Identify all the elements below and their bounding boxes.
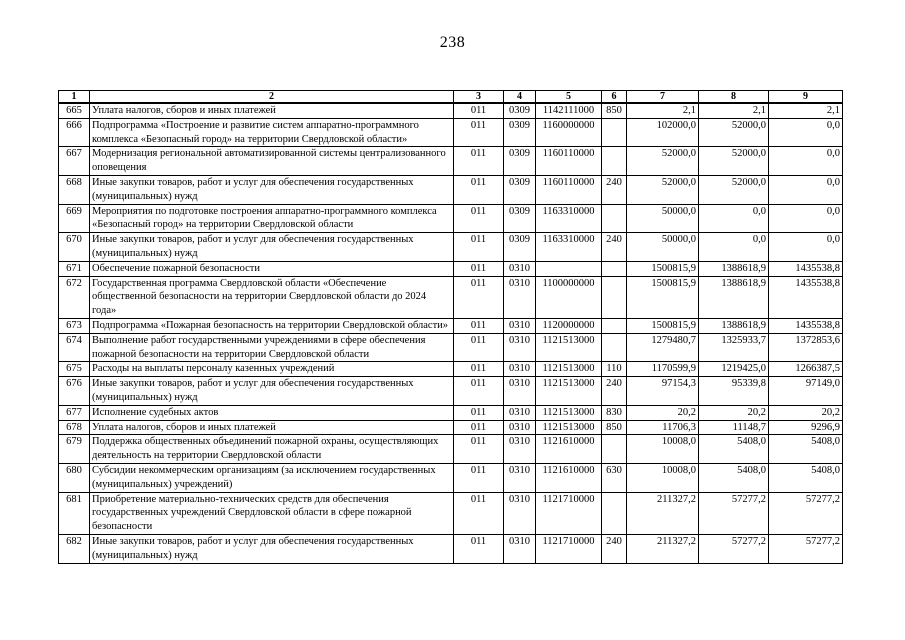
table-row xyxy=(59,362,843,377)
row-target-code: 1160110000 xyxy=(536,175,602,204)
table-row xyxy=(59,377,843,406)
row-expense-type xyxy=(602,147,627,176)
row-expense-type: 830 xyxy=(602,405,627,420)
row-ministry-code: 011 xyxy=(454,175,504,204)
row-amount-year-2: 2,1 xyxy=(699,103,769,118)
table-row xyxy=(59,420,843,435)
column-header-8: 8 xyxy=(699,91,769,104)
row-section-code: 0310 xyxy=(504,463,536,492)
row-amount-year-3: 97149,0 xyxy=(769,377,843,406)
row-amount-year-3: 0,0 xyxy=(769,175,843,204)
column-header-3: 3 xyxy=(454,91,504,104)
row-amount-year-1: 97154,3 xyxy=(627,377,699,406)
row-expense-type: 240 xyxy=(602,233,627,262)
row-target-code: 1121513000 xyxy=(536,377,602,406)
row-amount-year-1: 50000,0 xyxy=(627,204,699,233)
row-name: Иные закупки товаров, работ и услуг для обеспечения государственных (муниципальных) нужд xyxy=(90,233,454,262)
row-section-code: 0309 xyxy=(504,118,536,147)
row-amount-year-3: 1266387,5 xyxy=(769,362,843,377)
row-amount-year-2: 57277,2 xyxy=(699,492,769,534)
row-number: 669 xyxy=(59,204,90,233)
row-amount-year-2: 1388618,9 xyxy=(699,276,769,318)
row-name: Выполнение работ государственными учреждениями в сфере обеспечения пожарной безопасности на территории Свердловской области xyxy=(90,333,454,362)
row-amount-year-3: 5408,0 xyxy=(769,435,843,464)
row-target-code: 1121513000 xyxy=(536,333,602,362)
page-number: 238 xyxy=(439,34,466,51)
row-ministry-code: 011 xyxy=(454,147,504,176)
table-row xyxy=(59,261,843,276)
table-row xyxy=(59,276,843,318)
row-amount-year-1: 20,2 xyxy=(627,405,699,420)
row-target-code: 1121710000 xyxy=(536,492,602,534)
column-header-6: 6 xyxy=(602,91,627,104)
column-header-7: 7 xyxy=(627,91,699,104)
table-row xyxy=(59,147,843,176)
row-amount-year-2: 1325933,7 xyxy=(699,333,769,362)
row-expense-type: 630 xyxy=(602,463,627,492)
column-header-1: 1 xyxy=(59,91,90,104)
row-name: Модернизация региональной автоматизированной системы централизованного оповещения xyxy=(90,147,454,176)
table-row xyxy=(59,333,843,362)
row-name: Иные закупки товаров, работ и услуг для обеспечения государственных (муниципальных) нужд xyxy=(90,377,454,406)
row-name: Иные закупки товаров, работ и услуг для обеспечения государственных (муниципальных) нужд xyxy=(90,175,454,204)
table-row xyxy=(59,463,843,492)
row-amount-year-2: 1388618,9 xyxy=(699,318,769,333)
row-name: Подпрограмма «Пожарная безопасность на территории Свердловской области» xyxy=(90,318,454,333)
row-amount-year-3: 0,0 xyxy=(769,233,843,262)
row-target-code: 1163310000 xyxy=(536,233,602,262)
row-section-code: 0309 xyxy=(504,147,536,176)
row-number: 671 xyxy=(59,261,90,276)
row-amount-year-2: 5408,0 xyxy=(699,435,769,464)
row-amount-year-2: 57277,2 xyxy=(699,534,769,563)
row-ministry-code: 011 xyxy=(454,435,504,464)
row-amount-year-2: 20,2 xyxy=(699,405,769,420)
table-body xyxy=(59,103,843,563)
row-amount-year-3: 0,0 xyxy=(769,118,843,147)
row-amount-year-2: 52000,0 xyxy=(699,147,769,176)
row-target-code: 1121610000 xyxy=(536,435,602,464)
row-amount-year-1: 1500815,9 xyxy=(627,276,699,318)
row-target-code: 1142111000 xyxy=(536,103,602,118)
row-amount-year-1: 211327,2 xyxy=(627,492,699,534)
row-target-code: 1121513000 xyxy=(536,420,602,435)
row-amount-year-3: 1435538,8 xyxy=(769,276,843,318)
row-ministry-code: 011 xyxy=(454,103,504,118)
row-section-code: 0309 xyxy=(504,204,536,233)
row-amount-year-2: 11148,7 xyxy=(699,420,769,435)
row-expense-type: 240 xyxy=(602,175,627,204)
table-row xyxy=(59,175,843,204)
row-expense-type: 850 xyxy=(602,420,627,435)
column-header-9: 9 xyxy=(769,91,843,104)
table-row xyxy=(59,405,843,420)
column-header-4: 4 xyxy=(504,91,536,104)
row-expense-type: 850 xyxy=(602,103,627,118)
row-amount-year-3: 0,0 xyxy=(769,204,843,233)
row-number: 676 xyxy=(59,377,90,406)
table-row xyxy=(59,103,843,118)
row-ministry-code: 011 xyxy=(454,118,504,147)
row-name: Субсидии некоммерческим организациям (за исключением государственных (муниципальных) учреждений) xyxy=(90,463,454,492)
row-number: 670 xyxy=(59,233,90,262)
row-number: 679 xyxy=(59,435,90,464)
row-amount-year-2: 5408,0 xyxy=(699,463,769,492)
row-amount-year-3: 0,0 xyxy=(769,147,843,176)
row-ministry-code: 011 xyxy=(454,333,504,362)
row-number: 680 xyxy=(59,463,90,492)
row-number: 677 xyxy=(59,405,90,420)
row-target-code: 1160110000 xyxy=(536,147,602,176)
row-section-code: 0310 xyxy=(504,333,536,362)
row-target-code xyxy=(536,261,602,276)
row-section-code: 0310 xyxy=(504,534,536,563)
row-amount-year-1: 102000,0 xyxy=(627,118,699,147)
table-header xyxy=(59,91,843,104)
table-row xyxy=(59,233,843,262)
row-amount-year-3: 57277,2 xyxy=(769,534,843,563)
row-amount-year-1: 1279480,7 xyxy=(627,333,699,362)
row-target-code: 1121710000 xyxy=(536,534,602,563)
row-section-code: 0310 xyxy=(504,420,536,435)
row-number: 673 xyxy=(59,318,90,333)
row-expense-type xyxy=(602,492,627,534)
row-target-code: 1121610000 xyxy=(536,463,602,492)
row-target-code: 1100000000 xyxy=(536,276,602,318)
row-number: 667 xyxy=(59,147,90,176)
row-amount-year-3: 1435538,8 xyxy=(769,261,843,276)
row-section-code: 0310 xyxy=(504,435,536,464)
row-number: 682 xyxy=(59,534,90,563)
row-name: Поддержка общественных объединений пожарной охраны, осуществляющих деятельность на территории Свердловской области xyxy=(90,435,454,464)
row-number: 674 xyxy=(59,333,90,362)
row-name: Государственная программа Свердловской области «Обеспечение общественной безопасности на территории Свердловской области до 2024 года» xyxy=(90,276,454,318)
row-ministry-code: 011 xyxy=(454,362,504,377)
row-section-code: 0309 xyxy=(504,175,536,204)
budget-table xyxy=(58,90,843,564)
row-section-code: 0309 xyxy=(504,233,536,262)
row-amount-year-2: 52000,0 xyxy=(699,175,769,204)
row-amount-year-1: 1170599,9 xyxy=(627,362,699,377)
row-amount-year-3: 9296,9 xyxy=(769,420,843,435)
row-number: 681 xyxy=(59,492,90,534)
column-header-5: 5 xyxy=(536,91,602,104)
row-expense-type xyxy=(602,435,627,464)
row-amount-year-3: 1372853,6 xyxy=(769,333,843,362)
row-ministry-code: 011 xyxy=(454,463,504,492)
row-ministry-code: 011 xyxy=(454,405,504,420)
table-row xyxy=(59,118,843,147)
row-number: 672 xyxy=(59,276,90,318)
column-header-2: 2 xyxy=(90,91,454,104)
row-amount-year-1: 1500815,9 xyxy=(627,318,699,333)
row-ministry-code: 011 xyxy=(454,261,504,276)
row-amount-year-1: 11706,3 xyxy=(627,420,699,435)
row-ministry-code: 011 xyxy=(454,276,504,318)
row-expense-type xyxy=(602,261,627,276)
row-amount-year-2: 0,0 xyxy=(699,204,769,233)
row-target-code: 1160000000 xyxy=(536,118,602,147)
row-number: 675 xyxy=(59,362,90,377)
row-amount-year-2: 1219425,0 xyxy=(699,362,769,377)
row-ministry-code: 011 xyxy=(454,492,504,534)
row-amount-year-3: 2,1 xyxy=(769,103,843,118)
row-ministry-code: 011 xyxy=(454,534,504,563)
row-amount-year-1: 211327,2 xyxy=(627,534,699,563)
row-target-code: 1121513000 xyxy=(536,405,602,420)
row-amount-year-1: 2,1 xyxy=(627,103,699,118)
row-amount-year-1: 52000,0 xyxy=(627,147,699,176)
row-amount-year-2: 95339,8 xyxy=(699,377,769,406)
row-ministry-code: 011 xyxy=(454,204,504,233)
table-row xyxy=(59,435,843,464)
row-expense-type xyxy=(602,318,627,333)
row-amount-year-3: 5408,0 xyxy=(769,463,843,492)
row-number: 668 xyxy=(59,175,90,204)
row-expense-type xyxy=(602,118,627,147)
row-amount-year-1: 50000,0 xyxy=(627,233,699,262)
row-amount-year-2: 52000,0 xyxy=(699,118,769,147)
row-amount-year-3: 57277,2 xyxy=(769,492,843,534)
row-name: Уплата налогов, сборов и иных платежей xyxy=(90,420,454,435)
row-amount-year-1: 10008,0 xyxy=(627,435,699,464)
row-section-code: 0310 xyxy=(504,492,536,534)
row-amount-year-1: 10008,0 xyxy=(627,463,699,492)
table-row xyxy=(59,318,843,333)
row-section-code: 0310 xyxy=(504,318,536,333)
row-number: 666 xyxy=(59,118,90,147)
row-name: Исполнение судебных актов xyxy=(90,405,454,420)
row-section-code: 0310 xyxy=(504,276,536,318)
row-name: Иные закупки товаров, работ и услуг для обеспечения государственных (муниципальных) нужд xyxy=(90,534,454,563)
row-section-code: 0309 xyxy=(504,103,536,118)
row-section-code: 0310 xyxy=(504,362,536,377)
row-name: Приобретение материально-технических средств для обеспечения государственных учреждений Свердловской области в сфере пожарной безопасности xyxy=(90,492,454,534)
row-ministry-code: 011 xyxy=(454,377,504,406)
row-number: 665 xyxy=(59,103,90,118)
table-row xyxy=(59,534,843,563)
row-expense-type xyxy=(602,276,627,318)
row-name: Подпрограмма «Построение и развитие систем аппаратно-программного комплекса «Безопасный город» на территории Свердловской области» xyxy=(90,118,454,147)
row-expense-type: 240 xyxy=(602,534,627,563)
row-amount-year-2: 0,0 xyxy=(699,233,769,262)
row-expense-type: 240 xyxy=(602,377,627,406)
row-expense-type xyxy=(602,204,627,233)
row-amount-year-1: 52000,0 xyxy=(627,175,699,204)
table-row xyxy=(59,492,843,534)
row-target-code: 1121513000 xyxy=(536,362,602,377)
header-row xyxy=(59,91,843,104)
row-expense-type xyxy=(602,333,627,362)
row-amount-year-1: 1500815,9 xyxy=(627,261,699,276)
row-section-code: 0310 xyxy=(504,261,536,276)
row-target-code: 1120000000 xyxy=(536,318,602,333)
row-number: 678 xyxy=(59,420,90,435)
row-ministry-code: 011 xyxy=(454,420,504,435)
row-section-code: 0310 xyxy=(504,377,536,406)
row-name: Расходы на выплаты персоналу казенных учреждений xyxy=(90,362,454,377)
table-row xyxy=(59,204,843,233)
row-amount-year-3: 1435538,8 xyxy=(769,318,843,333)
row-expense-type: 110 xyxy=(602,362,627,377)
row-name: Мероприятия по подготовке построения аппаратно-программного комплекса «Безопасный город» на территории Свердловской области xyxy=(90,204,454,233)
row-name: Уплата налогов, сборов и иных платежей xyxy=(90,103,454,118)
row-amount-year-3: 20,2 xyxy=(769,405,843,420)
row-ministry-code: 011 xyxy=(454,233,504,262)
row-name: Обеспечение пожарной безопасности xyxy=(90,261,454,276)
row-amount-year-2: 1388618,9 xyxy=(699,261,769,276)
row-ministry-code: 011 xyxy=(454,318,504,333)
row-target-code: 1163310000 xyxy=(536,204,602,233)
row-section-code: 0310 xyxy=(504,405,536,420)
